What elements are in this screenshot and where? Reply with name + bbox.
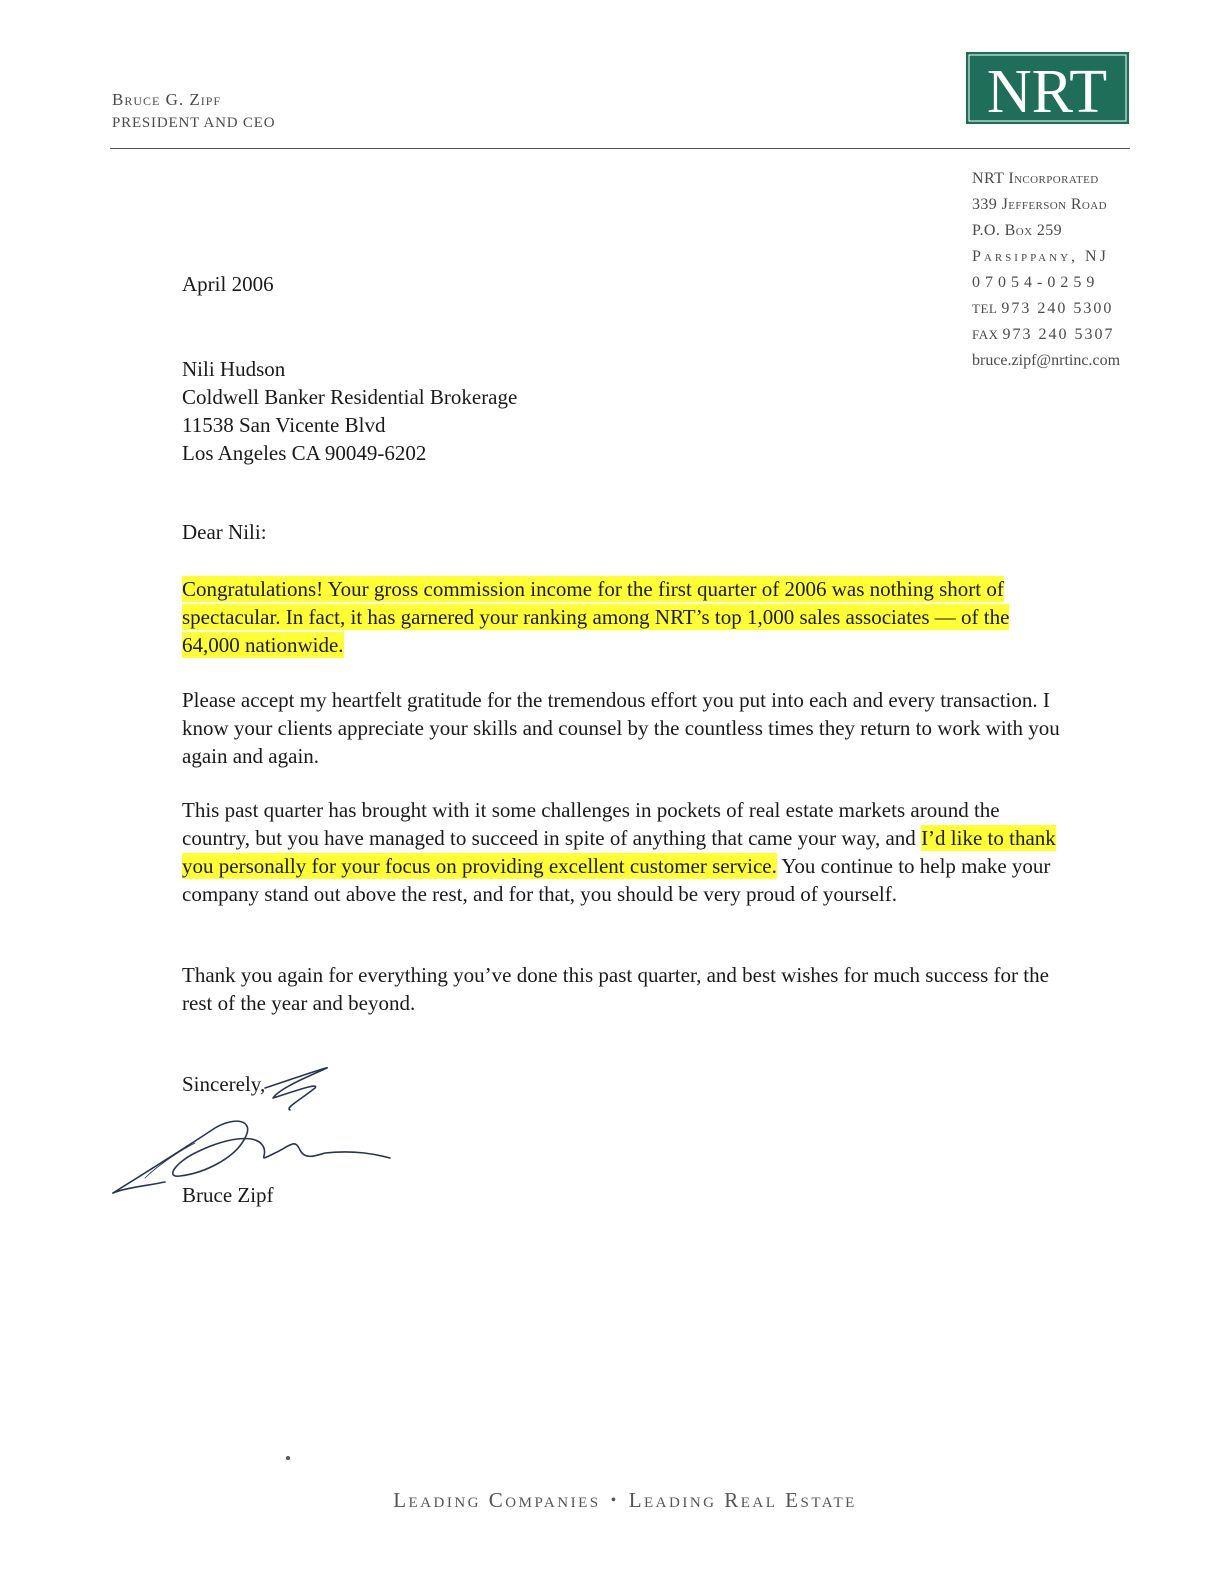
company-address xyxy=(972,166,1120,374)
recipient-company: Coldwell Banker Residential Brokerage xyxy=(182,385,518,409)
paragraph-challenges xyxy=(182,796,1062,908)
company-tel xyxy=(972,296,1120,322)
paragraph-thanks: Thank you again for everything you’ve done this past quarter, and best wishes for much success for the rest of the year and beyond. xyxy=(182,963,1049,1015)
company-zip: 07054-0259 xyxy=(972,274,1100,291)
tel-label: TEL xyxy=(972,301,998,316)
recipient-street: 11538 San Vicente Blvd xyxy=(182,413,386,437)
company-name: NRT Incorporated xyxy=(972,170,1099,187)
sender-title: PRESIDENT AND CEO xyxy=(112,115,276,131)
paragraph-text: You continue to help make your company stand out above the rest, and for that, you should be very proud of yourself. xyxy=(182,854,1051,906)
fax-label: FAX xyxy=(972,327,999,342)
recipient-block xyxy=(182,355,517,467)
header-divider xyxy=(110,148,1130,149)
speck xyxy=(286,1456,290,1460)
tel-number: 973 240 5300 xyxy=(1001,300,1114,317)
highlighted-text: Congratulations! Your gross commission income for the first quarter of 2006 was nothing short of spectacular. In fact, it has garnered your ranking among NRT’s top 1,000 sales associates — of the 64,000 nationwide. xyxy=(182,577,1010,657)
footer-separator: • xyxy=(610,1492,619,1509)
company-email: bruce.zipf@nrtinc.com xyxy=(972,352,1121,369)
company-pobox: P.O. Box 259 xyxy=(972,222,1063,239)
logo-text: NRT xyxy=(986,58,1108,124)
footer-right: Leading Real Estate xyxy=(628,1488,857,1512)
highlighted-text: I’d like to thank you personally for your focus on providing excellent customer service. xyxy=(182,826,1056,878)
paragraph-text: This past quarter has brought with it some challenges in pockets of real estate markets around the country, but you have managed to succeed in spite of anything that came your way, and xyxy=(182,798,1000,850)
footer-left: Leading Companies xyxy=(393,1488,601,1512)
salutation: Dear Nili: xyxy=(182,520,267,544)
signer-name: Bruce Zipf xyxy=(182,1183,274,1207)
paragraph-gratitude: Please accept my heartfelt gratitude for the tremendous effort you put into each and every transaction. I know your clients appreciate your skills and counsel by the countless times they return to work with you again and again. xyxy=(182,688,1060,768)
company-city: Parsippany, NJ xyxy=(972,248,1109,265)
company-street: 339 Jefferson Road xyxy=(972,196,1107,213)
recipient-name: Nili Hudson xyxy=(182,357,286,381)
nrt-logo xyxy=(966,52,1129,124)
sender-name: Bruce G. Zipf xyxy=(112,90,222,109)
closing: Sincerely, xyxy=(182,1072,266,1096)
footer-tagline xyxy=(0,1488,1210,1513)
recipient-city: Los Angeles CA 90049-6202 xyxy=(182,441,427,465)
paragraph-congratulations xyxy=(182,575,1062,659)
fax-number: 973 240 5307 xyxy=(1002,326,1115,343)
company-fax xyxy=(972,322,1120,348)
sender-block xyxy=(112,90,275,132)
letter-date: April 2006 xyxy=(182,272,274,296)
